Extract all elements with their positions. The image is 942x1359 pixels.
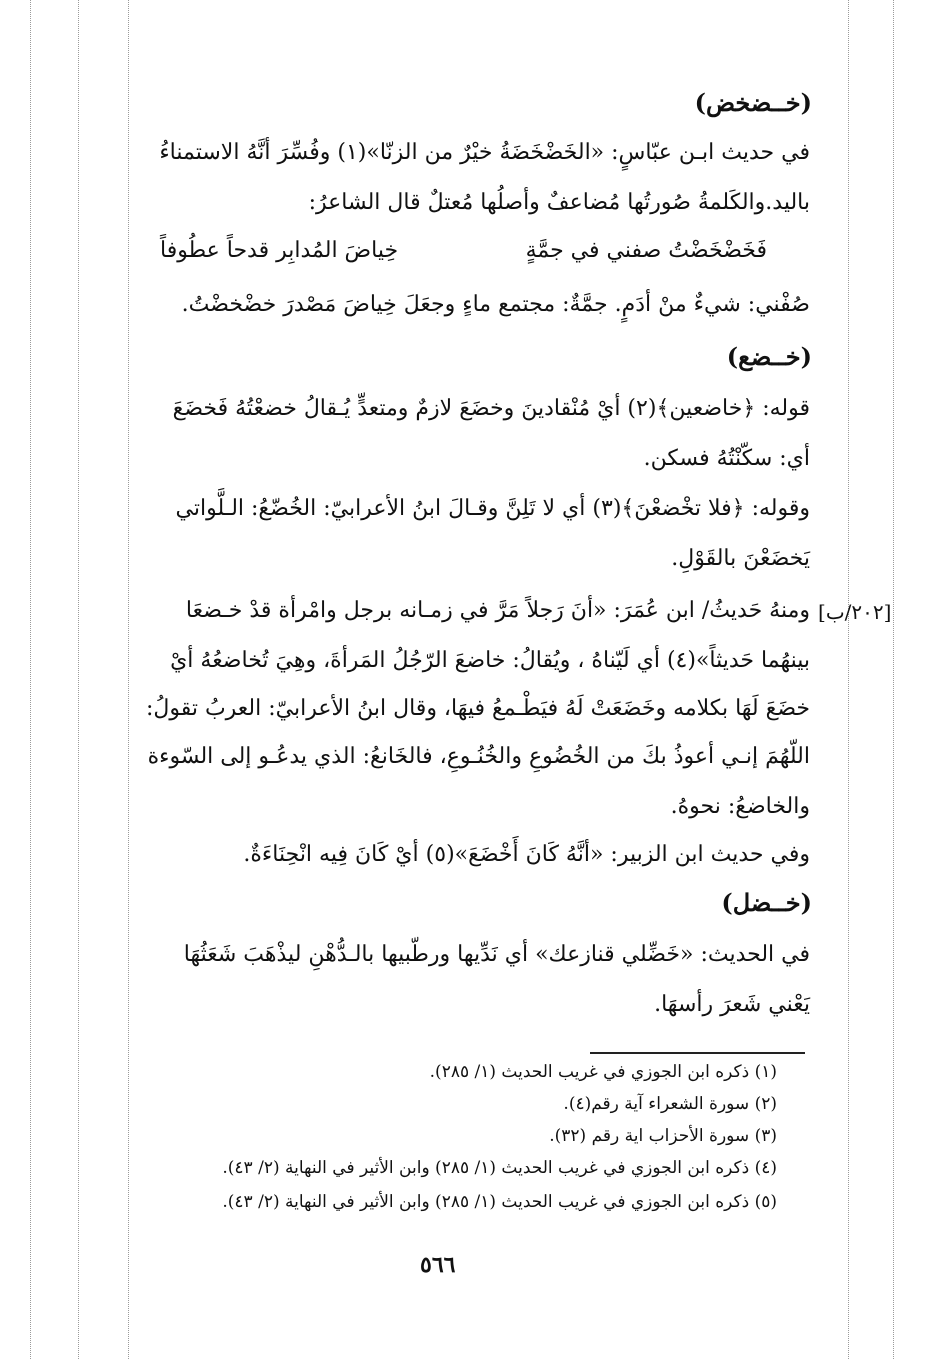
entry-heading-khada: (خــضع) — [726, 342, 812, 371]
text-line: في حديث ابـن عبّاسٍ: «الخَضْخَضَةُ خيْرٌ من الزنّا»(١) وفُسِّرَ أنَّهُ الاستمناءُ — [159, 140, 810, 165]
scan-line — [128, 0, 129, 1359]
manuscript-folio-note: [٢٠٢/ب] — [818, 600, 892, 624]
footnote: (٢) سورة الشعراء آية رقم(٤). — [563, 1094, 777, 1114]
scan-line — [848, 0, 849, 1359]
scan-line — [30, 0, 31, 1359]
footnote-separator — [590, 1052, 805, 1054]
text-line: يَخضَعْنَ بالقَوْلِ. — [671, 546, 810, 571]
text-line: باليد.والكَلمةُ صُورتُها مُضاعفٌ وأصلُها مُعتلٌ قال الشاعرُ: — [308, 190, 810, 215]
text-line: بينهُما حَديثاً»(٤) أي لَيّناهُ ، ويُقالُ: خاضعَ الرّجُلُ المَرأةَ، وهِيَ تُخاضعُهُ أيْ — [170, 648, 810, 673]
text-line: وفي حديث ابن الزبير: «أنَّهُ كَانَ أَخْضَعَ»(٥) أيْ كَانَ فِيه انْحِنَاءَةٌ. — [243, 842, 810, 867]
scan-line — [893, 0, 894, 1359]
verse-second-hemistich: خِياضَ المُدابِر قدحاً عطُوفاً — [160, 238, 399, 263]
text-line: قوله: ﴿خاضعين﴾(٢) أيْ مُنْقادينَ وخضَعَ لازمٌ ومتعدٍّ يُـقالُ خضعْتُهُ فَخضَعَ — [172, 396, 810, 421]
text-line: أي: سكّنْتُهُ فسكن. — [643, 446, 810, 471]
text-line: في الحديث: «خَضِّلي قنازعك» أي نَدِّيها ورطّبيها بالـدُّهْنِ ليذْهَبَ شَعَثُهَا — [183, 942, 810, 967]
entry-heading-khadkhad: (خــضخض) — [694, 88, 812, 117]
footnote: (٥) ذكره ابن الجوزي في غريب الحديث (١/ ٢٨٥) وابن الأثير في النهاية (٢/ ٤٣). — [222, 1192, 777, 1212]
footnote: (١) ذكره ابن الجوزي في غريب الحديث (١/ ٢٨٥). — [429, 1062, 777, 1082]
text-line: يَعْني شَعرَ رأسهَا. — [654, 992, 810, 1017]
entry-heading-khadal: (خــضل) — [721, 888, 812, 917]
page-number: ٥٦٦ — [420, 1252, 456, 1278]
verse-first-hemistich: فَخَضْخَضْتُ صفني في جمَّةٍ — [525, 238, 767, 263]
scan-line — [78, 0, 79, 1359]
text-line: اللّهُمَ إنـي أعوذُ بكَ من الخُضُوعِ والخُنُـوعِ، فالخَانعُ: الذي يدعُـو إلى السّوءة — [147, 744, 810, 769]
text-line: وقوله: ﴿فلا تخْضعْنَ﴾(٣) أي لا تَلِنَّ وقـالَ ابنُ الأعرابيّ: الخُضّعُ: الـلَّواتي — [175, 496, 810, 521]
text-line: والخاضعُ: نحوهُ. — [670, 794, 810, 819]
footnote: (٣) سورة الأحزاب اية رقم (٣٢). — [549, 1126, 777, 1146]
footnote: (٤) ذكره ابن الجوزي في غريب الحديث (١/ ٢٨٥) وابن الأثير في النهاية (٢/ ٤٣). — [222, 1158, 777, 1178]
text-line: خضَعَ لَهَا بكلامه وخَضَعَتْ لَهُ فيَطْـمعُ فيهَا، وقال ابنُ الأعرابيّ: العربُ تقولُ: — [145, 696, 810, 721]
text-line: ومنهُ حَديثُ/ ابن عُمَرَ: «أنَ رَجلاً مَرَّ في زمـانه برجل وامْرأة قدْ خـضعَا — [185, 598, 810, 623]
text-line: صُفْني: شيءٌ منْ أدَمٍ. جمَّةٌ: مجتمع ماءٍ وجعَلَ خِياضَ مَصْدرَ خضْخضْتُ. — [181, 292, 810, 317]
